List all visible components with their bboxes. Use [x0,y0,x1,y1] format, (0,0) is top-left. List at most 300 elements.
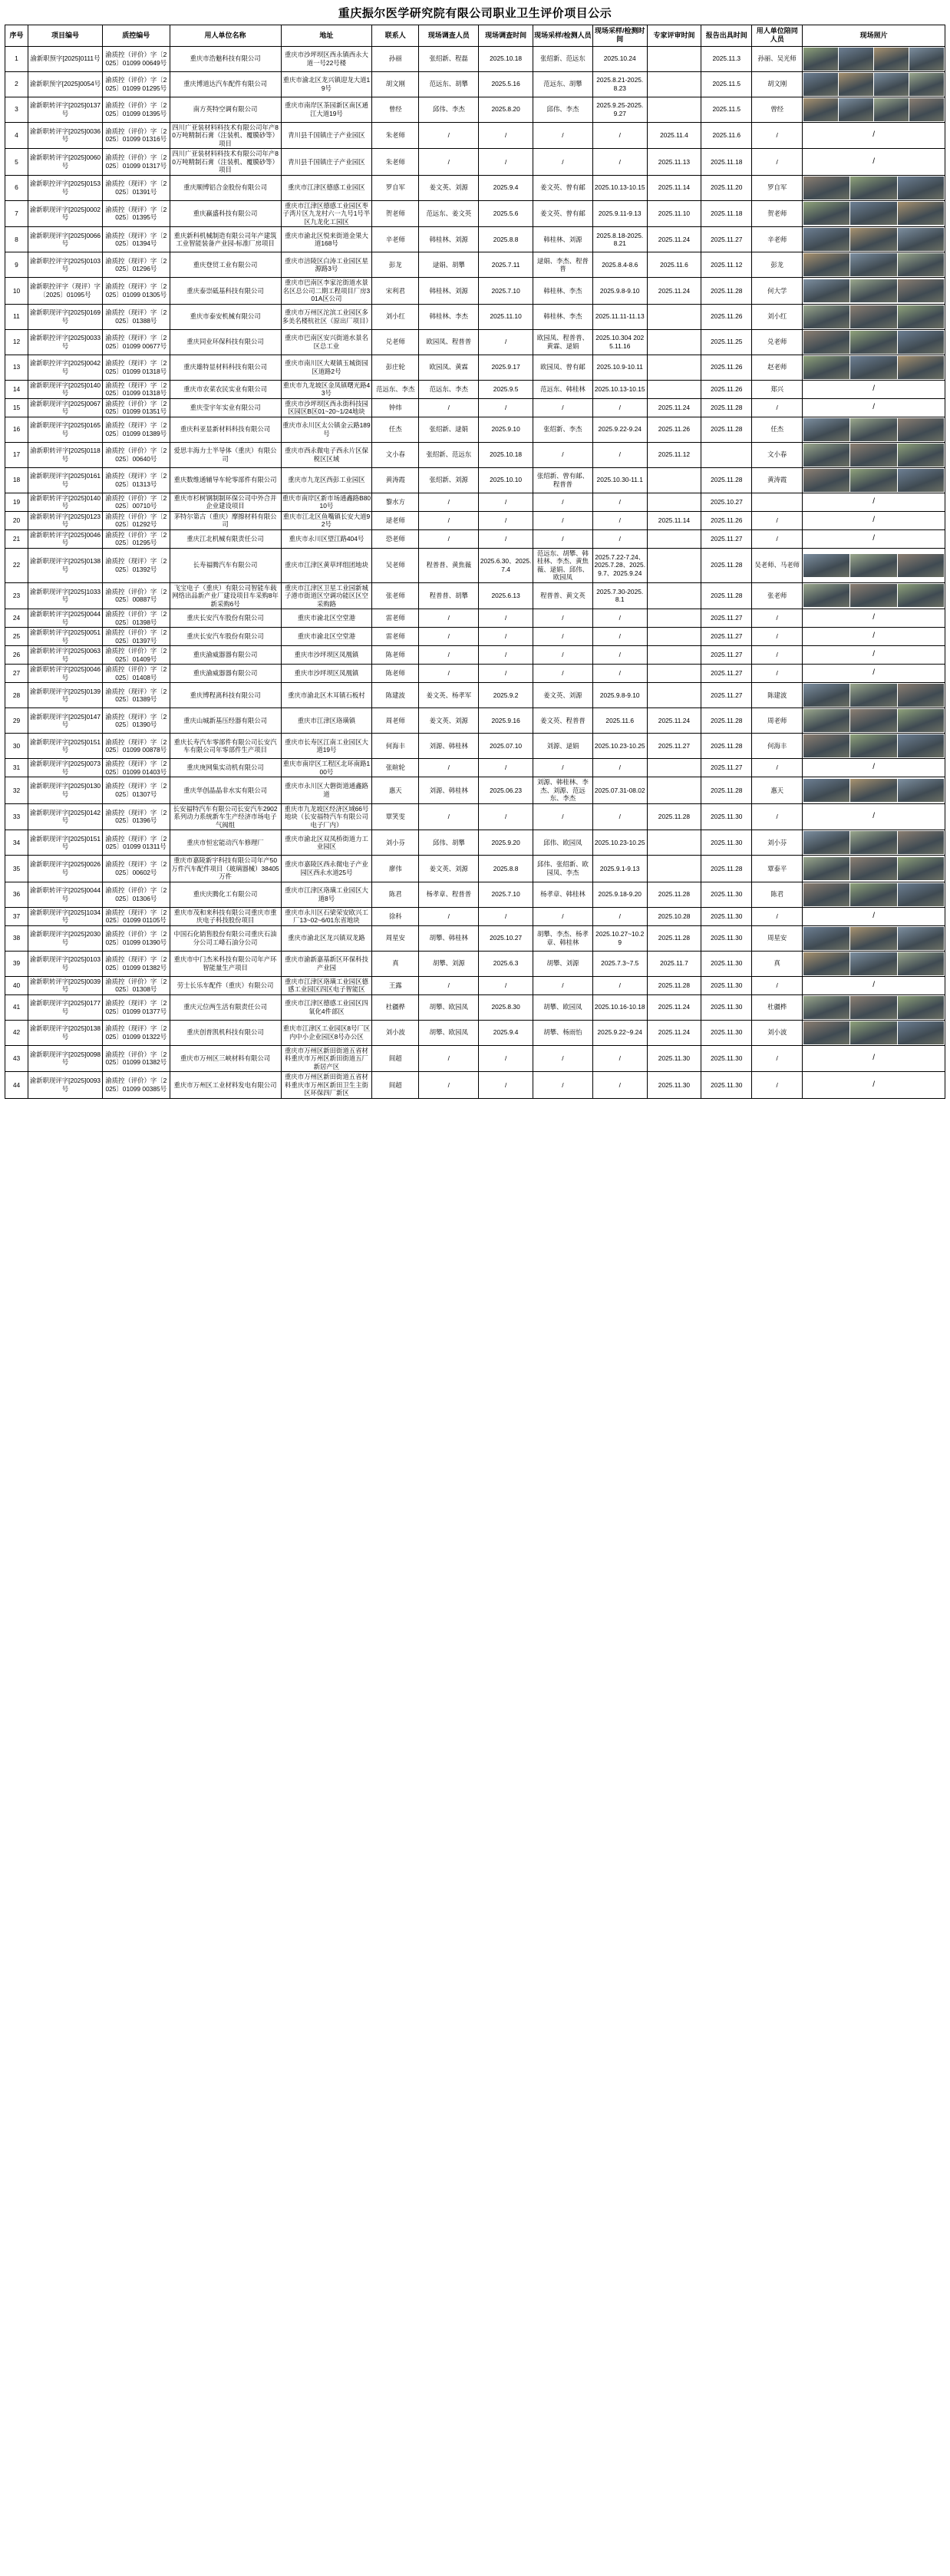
report-time: 2025.11.30 [701,1020,752,1045]
sampling-time: / [592,493,647,511]
expert-review-time: 2025.11.24 [647,708,701,734]
table-row [5,227,945,252]
expert-review-time: 2025.11.26 [647,417,701,442]
site-photos-cell: / [803,759,945,777]
project-code: 渝新职现评字[2025]0073号 [28,759,102,777]
qc-code: 渝质控（现评）字〔2025〕01296号 [103,252,170,278]
report-time: 2025.11.27 [701,646,752,665]
report-time: 2025.11.28 [701,548,752,582]
site-photos-cell [803,46,945,71]
qc-code: 渝质控（评价）字〔2025〕01292号 [103,511,170,529]
qc-code: 渝质控（现评）字〔2025〕01389号 [103,683,170,708]
sampling-time: / [592,907,647,925]
row-no: 14 [5,380,28,398]
survey-people: 胡攀、韩桂林 [419,925,479,951]
sampling-people: / [533,122,592,149]
sampling-people: / [533,907,592,925]
sampling-time: 2025.10.13-10.15 [592,175,647,200]
project-code: 渝新职转评字[2025]0051号 [28,628,102,646]
th-report-time: 报告出具时间 [701,25,752,47]
survey-people: 胡攀、欧园凤 [419,994,479,1020]
qc-code: 渝质控（评价）字〔2025〕01099 00385号 [103,1072,170,1099]
unit-name: 长寿福腾汽车有限公司 [170,548,281,582]
sampling-time: 2025.9.8-9.10 [592,278,647,305]
project-code: 渝新职现评字[2025]0165号 [28,417,102,442]
expert-review-time [647,683,701,708]
unit-name: 南方英特空调有限公司 [170,97,281,122]
sampling-people: 张绍新、李杰 [533,417,592,442]
table-row [5,252,945,278]
unit-name: 茅特尔第古（重庆）摩擦材料有限公司 [170,511,281,529]
survey-people: / [419,1072,479,1099]
report-time: 2025.10.27 [701,493,752,511]
site-photo [898,857,944,880]
site-photos-cell [803,994,945,1020]
sampling-time: / [592,609,647,628]
accompany-people: / [752,149,803,176]
site-photos-cell [803,252,945,278]
accompany-people: 杜疆桦 [752,994,803,1020]
expert-review-time: 2025.11.28 [647,882,701,907]
report-time: 2025.11.30 [701,925,752,951]
project-code: 渝新职现评字[2025]0103号 [28,951,102,976]
qc-code: 渝质控（评价）字〔2025〕00887号 [103,582,170,609]
table-row [5,304,945,329]
survey-people: 欧园凤、黄霖 [419,355,479,380]
site-photo [850,418,896,441]
qc-code: 渝质控（评价）字〔2025〕01099 01316号 [103,122,170,149]
unit-name: 重庆市杉树钢制制环保公司中外合并企业建设项目 [170,493,281,511]
expert-review-time: 2025.11.24 [647,227,701,252]
sampling-people: / [533,511,592,529]
qc-code: 渝质控（评价）字〔2025〕01306号 [103,882,170,907]
row-no: 39 [5,951,28,976]
report-time: 2025.11.30 [701,1072,752,1099]
survey-time: / [479,398,533,417]
survey-people: / [419,976,479,994]
th-address: 地址 [281,25,372,47]
project-code: 渝新职现评字[2025]0139号 [28,683,102,708]
sampling-people: 姜文英、曾有邮 [533,175,592,200]
project-code: 渝新职预字[2025]0054号 [28,71,102,97]
table-row [5,149,945,176]
sampling-people: / [533,398,592,417]
contact-person: 黄涛霞 [372,467,419,493]
survey-time: / [479,628,533,646]
contact-person: 刘小芬 [372,830,419,856]
th-sampling-people: 现场采样/检测人员 [533,25,592,47]
unit-name: 中国石化销售股份有限公司重庆石油分公司工峰石油分公司 [170,925,281,951]
site-photo [898,554,944,577]
contact-person: 雷老师 [372,628,419,646]
project-code: 渝新职控评字[2025]0042号 [28,355,102,380]
survey-time: / [479,329,533,355]
expert-review-time [647,609,701,628]
accompany-people: 陈君 [752,882,803,907]
survey-time: 2025.10.10 [479,467,533,493]
report-time: 2025.11.30 [701,994,752,1020]
row-no: 18 [5,467,28,493]
accompany-people: / [752,646,803,665]
table-row [5,200,945,227]
accompany-people: 赵老师 [752,355,803,380]
project-code: 渝新职转评字[2025]0044号 [28,882,102,907]
unit-name: 重庆长安汽车股份有限公司 [170,609,281,628]
report-time: 2025.11.30 [701,1045,752,1072]
unit-name: 重庆市泰安机械有限公司 [170,304,281,329]
expert-review-time: 2025.11.24 [647,278,701,305]
unit-name: 重庆莹宇年实业有限公司 [170,398,281,417]
accompany-people: 曾经 [752,97,803,122]
accompany-people: 吴老师、马老师 [752,548,803,582]
table-row [5,777,945,804]
sampling-people: / [533,442,592,467]
survey-time: / [479,149,533,176]
unit-name: 四川广亚装材料料技术有限公司年产80万吨精制石膏（注装机、覆膜砂等）项目 [170,122,281,149]
expert-review-time [647,71,701,97]
survey-people: 胡攀、欧园凤 [419,1020,479,1045]
unit-name: 重庆山城新基压经器有限公司 [170,708,281,734]
site-photo [898,779,944,802]
site-photo [803,857,849,880]
project-code: 渝新职现评字[2025]0169号 [28,304,102,329]
survey-people: / [419,628,479,646]
survey-time: 2025.6.3 [479,951,533,976]
table-row [5,548,945,582]
address: 重庆市九龙坡区金凤镇曙光路43号 [281,380,372,398]
table-row [5,417,945,442]
row-no: 13 [5,355,28,380]
th-project-code: 项目编号 [28,25,102,47]
address: 重庆市南岸区茶园新区南区通江大道19号 [281,97,372,122]
site-photo [803,927,849,950]
row-no: 33 [5,803,28,830]
sampling-people: 张绍新、曾有邮、程普普 [533,467,592,493]
report-time: 2025.11.27 [701,609,752,628]
table-row [5,380,945,398]
sampling-time: / [592,1045,647,1072]
site-photo [850,1021,896,1044]
row-no: 7 [5,200,28,227]
accompany-people: 张老师 [752,582,803,609]
survey-time: / [479,1072,533,1099]
report-time: 2025.11.28 [701,582,752,609]
qc-code: 渝质控（现评）字〔2025〕01313号 [103,467,170,493]
site-photo [898,202,944,225]
unit-name: 重庆长寿汽车零部件有限公司长安汽车有限公司年零部件生产项目 [170,734,281,759]
table-row [5,1072,945,1099]
site-photo [839,73,873,96]
qc-code: 渝质控（现评）字〔2025〕01099 01318号 [103,380,170,398]
address: 重庆市西永微电子西永片区保税区区域 [281,442,372,467]
address: 重庆市涪陵区白涛工业园区星源路3号 [281,252,372,278]
report-time: 2025.11.28 [701,467,752,493]
project-code: 渝新职控评字[2025]0103号 [28,252,102,278]
project-code: 渝新职转评字[2025]0137号 [28,97,102,122]
table-row [5,976,945,994]
table-body [5,46,945,1098]
header-row [5,25,945,47]
sampling-time: 2025.7.3~7.5 [592,951,647,976]
survey-time: / [479,511,533,529]
report-time: 2025.11.25 [701,329,752,355]
address: 重庆市永川区石梁荣安欧兴工厂13~02~6/01东省地块 [281,907,372,925]
sampling-people: / [533,665,592,683]
accompany-people: / [752,529,803,548]
sampling-people: 范远东、胡攀、韩桂林、李杰、黄焦薇、逯娟、邱伟、欧园凤 [533,548,592,582]
site-photo [803,554,849,577]
site-photos-cell: / [803,646,945,665]
site-photo [839,98,873,121]
site-photos-cell: / [803,665,945,683]
expert-review-time [647,548,701,582]
site-photos-cell [803,71,945,97]
unit-name: 重庆市茂和来科技有限公司重庆市重庆电子科技股份项目 [170,907,281,925]
row-no: 5 [5,149,28,176]
qc-code: 渝质控（现评）字〔2025〕01307号 [103,777,170,804]
unit-name: 重庆市万州区三峡材料有限公司 [170,1045,281,1072]
site-photo [898,927,944,950]
site-photo [850,176,896,200]
unit-name: 劳士长乐车配件（重庆）有限公司 [170,976,281,994]
survey-time: 2025.8.8 [479,227,533,252]
survey-people: 程普普、黄焦薇 [419,548,479,582]
table-row [5,882,945,907]
site-photo [803,952,849,975]
report-time: 2025.11.28 [701,734,752,759]
expert-review-time: 2025.11.30 [647,1045,701,1072]
table-row [5,907,945,925]
sampling-time: 2025.7.22-7.24、2025.7.28、2025.9.7、2025.9.24 [592,548,647,582]
project-code: 渝新职现评字[2025]0151号 [28,734,102,759]
sampling-time: 2025.7.30-2025.8.1 [592,582,647,609]
contact-person: 陈建波 [372,683,419,708]
unit-name: 重庆渝威器器有限公司 [170,665,281,683]
unit-name: 重庆长安汽车股份有限公司 [170,628,281,646]
address: 重庆市渝北区悦来街道金果大道168号 [281,227,372,252]
row-no: 44 [5,1072,28,1099]
site-photos-cell: / [803,380,945,398]
contact-person: 王露 [372,976,419,994]
expert-review-time: 2025.11.12 [647,442,701,467]
site-photo [850,927,896,950]
row-no: 43 [5,1045,28,1072]
sampling-people: 胡攀、杨雨怡 [533,1020,592,1045]
site-photos-cell [803,355,945,380]
table-row [5,442,945,467]
site-photos-cell [803,951,945,976]
address: 重庆市江津区德感工业园区四氧化4件部区 [281,994,372,1020]
contact-person: 廖伟 [372,856,419,882]
site-photos-cell [803,856,945,882]
sampling-people: 范远东、胡攀 [533,71,592,97]
expert-review-time [647,467,701,493]
sampling-people: 姜文英、程普普 [533,708,592,734]
survey-people: 邱伟、胡攀 [419,830,479,856]
sampling-time: 2025.10.304 2025.11.16 [592,329,647,355]
qc-code: 渝质控（现评）字〔2025〕01392号 [103,548,170,582]
row-no: 36 [5,882,28,907]
site-photo [803,584,849,607]
survey-time: 2025.5.16 [479,71,533,97]
row-no: 23 [5,582,28,609]
unit-name: 四川广亚装材料料技术有限公司年产80万吨精制石膏（注装机、覆膜砂等）项目 [170,149,281,176]
address: 重庆市江津区黄草坪组团地块 [281,548,372,582]
report-time: 2025.11.28 [701,708,752,734]
sampling-time: 2025.9.25-2025.9.27 [592,97,647,122]
project-code: 渝新职现评字[2025]2030号 [28,925,102,951]
site-photo [803,469,849,492]
qc-code: 渝质控（现评）字〔2025〕01388号 [103,304,170,329]
address: 重庆市南岸区工程区北环南路100号 [281,759,372,777]
unit-name: 飞宝电子（重庆）有限公司智能车载网络出品新产业厂建设项目车采购8年新采购6号 [170,582,281,609]
table-row [5,467,945,493]
accompany-people: / [752,628,803,646]
address: 重庆市永川区太公镇金云路189号 [281,417,372,442]
project-code: 渝新职现评字[2025]0177号 [28,994,102,1020]
sampling-time: 2025.10.24 [592,46,647,71]
address: 重庆市渝北区空堂港 [281,609,372,628]
site-photos-cell [803,1020,945,1045]
unit-name: 重庆市农菜农民实业有限公司 [170,380,281,398]
qc-code: 渝质控（现评）字〔2025〕01099 01389号 [103,417,170,442]
table-header [5,25,945,47]
site-photos-cell: / [803,529,945,548]
expert-review-time [647,665,701,683]
survey-people: / [419,665,479,683]
row-no: 8 [5,227,28,252]
expert-review-time [647,759,701,777]
qc-code: 渝质控（评价）字〔2025〕01308号 [103,976,170,994]
survey-people: 范远东、李杰 [419,380,479,398]
site-photos-cell [803,227,945,252]
site-photo [898,1021,944,1044]
address: 重庆市江津区珞璜镇 [281,708,372,734]
site-photo [803,684,849,707]
site-photos-cell: / [803,511,945,529]
report-time: 2025.11.27 [701,665,752,683]
unit-name: 重庆雄特显材料科技有限公司 [170,355,281,380]
qc-code: 渝质控（评价）字〔2025〕01409号 [103,646,170,665]
unit-name: 重庆泰崇砥基科技有限公司 [170,278,281,305]
accompany-people: / [752,1045,803,1072]
site-photos-cell [803,175,945,200]
address: 重庆市嘉陵区西永微电子产业园区西永水道25号 [281,856,372,882]
accompany-people: / [752,976,803,994]
site-photo [898,418,944,441]
th-no: 序号 [5,25,28,47]
survey-people: 张绍新、逯娟 [419,417,479,442]
sampling-time: / [592,398,647,417]
project-code: 渝新职现评字[2025]0026号 [28,856,102,882]
site-photo [898,709,944,732]
sampling-time: 2025.9.22-9.24 [592,417,647,442]
unit-name: 重庆市万州区工业材料发电有限公司 [170,1072,281,1099]
site-photos-cell [803,777,945,804]
site-photo [898,228,944,251]
accompany-people: 任杰 [752,417,803,442]
qc-code: 渝质控（评价）字〔2025〕01099 01395号 [103,97,170,122]
qc-code: 渝质控（评价）字〔2025〕01398号 [103,609,170,628]
accompany-people: / [752,759,803,777]
site-photos-cell: / [803,976,945,994]
expert-review-time [647,380,701,398]
site-photos-cell: / [803,493,945,511]
row-no: 15 [5,398,28,417]
contact-person: 彭龙 [372,252,419,278]
survey-time: / [479,609,533,628]
accompany-people: / [752,907,803,925]
site-photos-cell: / [803,1072,945,1099]
sampling-time: 2025.10.16-10.18 [592,994,647,1020]
site-photo [898,331,944,354]
sampling-time: 2025.07.31-08.02 [592,777,647,804]
survey-time: 2025.9.20 [479,830,533,856]
th-unit-name: 用人单位名称 [170,25,281,47]
table-row [5,925,945,951]
th-accompany-people: 用人单位陪同人员 [752,25,803,47]
row-no: 10 [5,278,28,305]
address: 重庆市江津区珞璜工业园区德感工业园区四区电子智能区 [281,976,372,994]
site-photo [803,883,849,906]
sampling-people: / [533,149,592,176]
sampling-time: / [592,803,647,830]
contact-person: 任杰 [372,417,419,442]
survey-people: / [419,609,479,628]
th-survey-time: 现场调查时间 [479,25,533,47]
table-row [5,1020,945,1045]
expert-review-time: 2025.11.6 [647,252,701,278]
expert-review-time [647,582,701,609]
expert-review-time [647,355,701,380]
row-no: 11 [5,304,28,329]
sampling-time: / [592,976,647,994]
survey-time: 2025.9.4 [479,1020,533,1045]
sampling-time: / [592,665,647,683]
survey-people: / [419,646,479,665]
row-no: 34 [5,830,28,856]
address: 重庆市渝北区空堂港 [281,628,372,646]
expert-review-time [647,329,701,355]
site-photo [803,279,849,302]
survey-people: 韩桂林、刘源 [419,278,479,305]
site-photo [898,584,944,607]
project-code: 渝新职现评字[2025]0151号 [28,830,102,856]
survey-people: 张绍新、范远东 [419,442,479,467]
accompany-people: 覃泰平 [752,856,803,882]
sampling-people: 胡攀、刘源 [533,951,592,976]
site-photo [850,331,896,354]
site-photo [898,996,944,1019]
expert-review-time [647,777,701,804]
contact-person: 贺老师 [372,200,419,227]
site-photo [898,831,944,854]
contact-person: 宋利君 [372,278,419,305]
site-photos-cell [803,882,945,907]
qc-code: 渝质控（评价）字〔2025〕01099 00649号 [103,46,170,71]
survey-people: 刘源、韩桂林 [419,734,479,759]
table-row [5,665,945,683]
sampling-people: 姜文英、刘源 [533,683,592,708]
qc-code: 渝质控（现评）字〔2025〕01099 01382号 [103,951,170,976]
project-code: 渝新职转评字[2025]0044号 [28,609,102,628]
contact-person: 恐老师 [372,529,419,548]
sampling-people: 欧园凤、曾有邮 [533,355,592,380]
site-photos-cell [803,548,945,582]
sampling-time: / [592,529,647,548]
evaluation-projects-table [5,25,945,1099]
survey-people: 逯娟、胡攀 [419,252,479,278]
